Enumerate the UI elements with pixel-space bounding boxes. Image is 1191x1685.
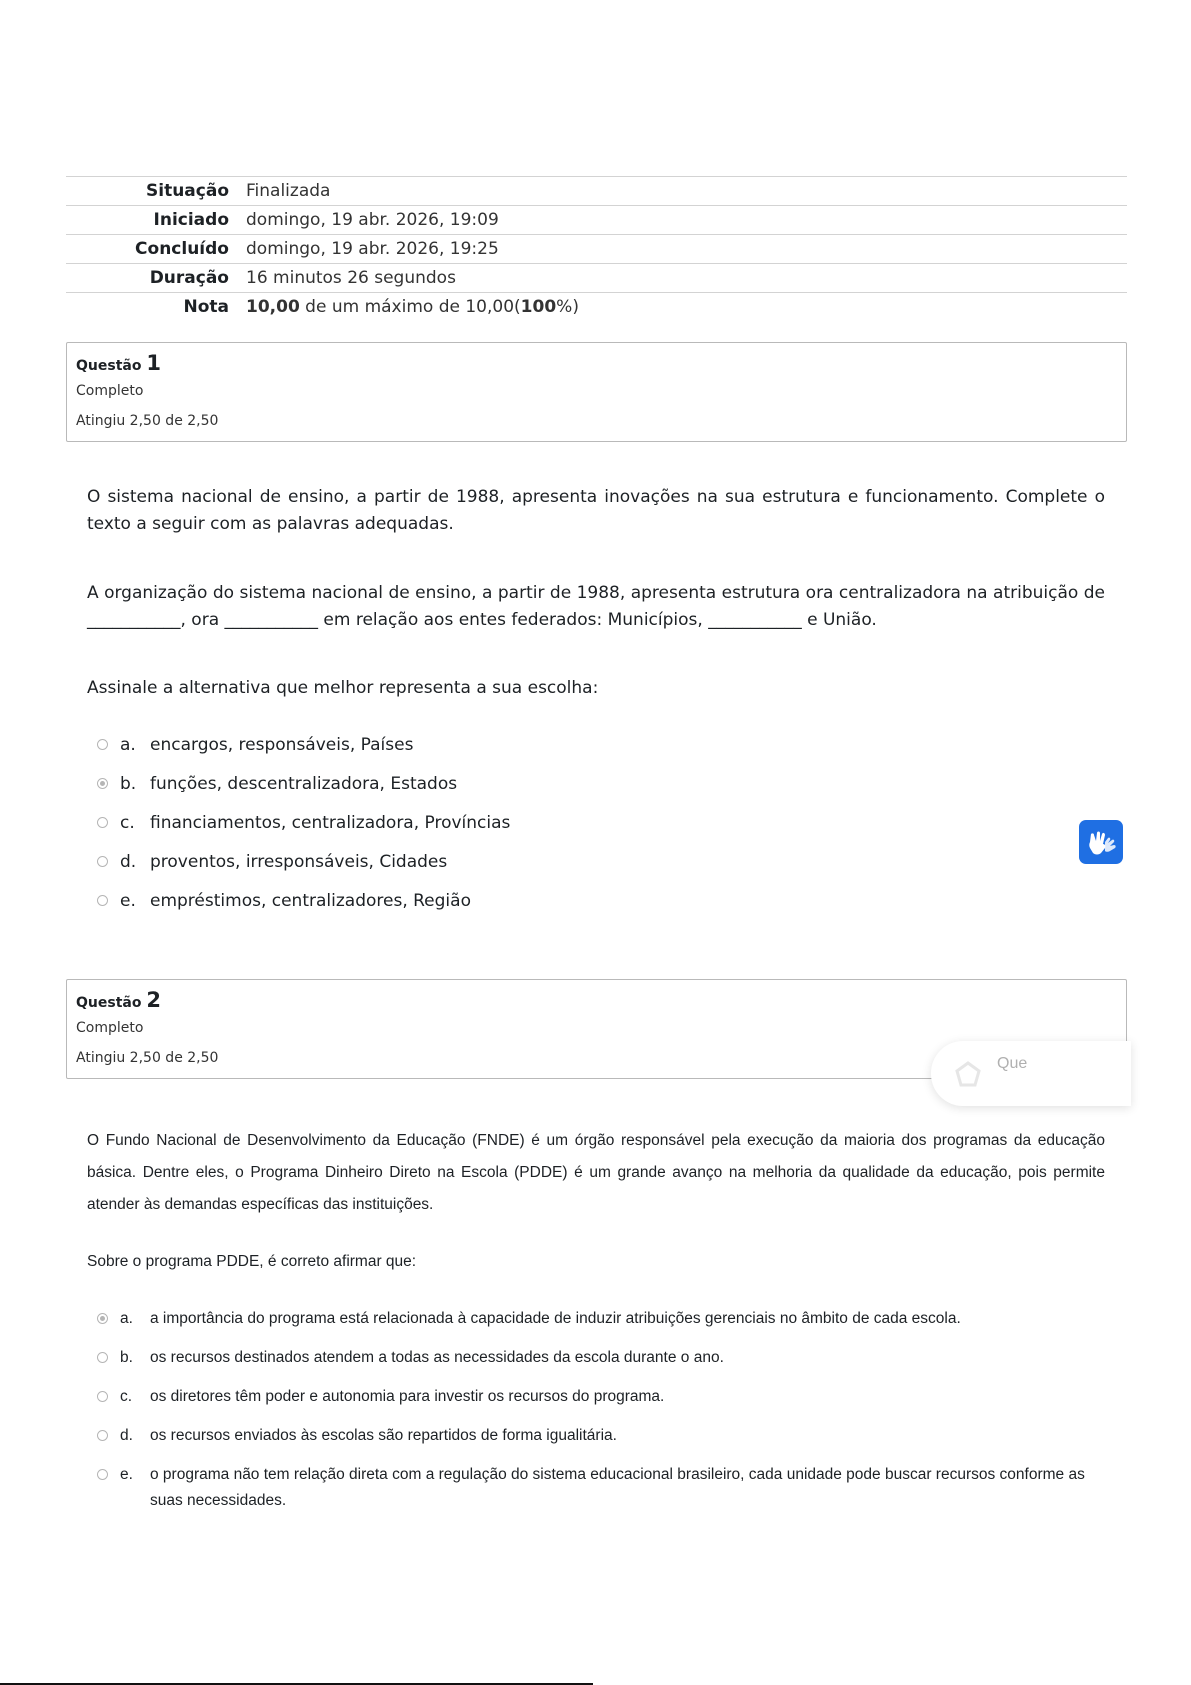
- question-state: Completo: [76, 1020, 144, 1036]
- grade-value: 10,00: [246, 297, 300, 318]
- option-text: os recursos destinados atendem a todas as necessidades da escola durante o ano.: [150, 1349, 724, 1366]
- summary-value: [246, 293, 1127, 322]
- question-2-text-intro: O Fundo Nacional de Desenvolvimento da Educação (FNDE) é um órgão responsável pela execução da maioria dos programas da educação básica. Dentre eles, o Programa Dinheiro Direto na Escola (PDDE) é um grande avanço na melhoria da qualidade da educação, pois permite atender às demandas específicas das instituições.: [87, 1132, 1105, 1213]
- question-1-prompt: Assinale a alternativa que melhor representa a sua escolha:: [87, 678, 599, 698]
- option-letter: c.: [120, 1388, 133, 1405]
- question-state: Completo: [76, 383, 144, 399]
- question-2-prompt: Sobre o programa PDDE, é correto afirmar que:: [87, 1253, 417, 1270]
- radio-icon[interactable]: [97, 1469, 108, 1480]
- option-letter: d.: [120, 1427, 133, 1444]
- option-text: os recursos enviados às escolas são repartidos de forma igualitária.: [150, 1427, 617, 1444]
- assistant-icon: [951, 1057, 985, 1091]
- radio-icon[interactable]: [97, 817, 108, 828]
- summary-label: Iniciado: [153, 210, 229, 230]
- question-number: [76, 351, 161, 375]
- summary-label: Nota: [183, 297, 229, 318]
- option-letter: a.: [120, 735, 136, 755]
- hand-sign-language-icon: [1079, 820, 1123, 864]
- option-text: encargos, responsáveis, Países: [150, 735, 414, 755]
- grade-max: de um máximo de 10,00(: [299, 297, 521, 318]
- summary-row-iniciado: [66, 206, 1127, 235]
- radio-icon[interactable]: [97, 1430, 108, 1441]
- question-1-info: [66, 342, 1127, 442]
- option-text: financiamentos, centralizadora, Províncias: [150, 813, 511, 833]
- radio-icon[interactable]: [97, 856, 108, 867]
- option-text: o programa não tem relação direta com a regulação do sistema educacional brasileiro, cada unidade pode buscar recursos conforme as suas necessidades.: [150, 1466, 1085, 1509]
- radio-icon[interactable]: [97, 1313, 108, 1324]
- summary-label: Duração: [149, 268, 229, 288]
- summary-label: Situação: [146, 181, 229, 201]
- sign-language-widget-button[interactable]: [1079, 820, 1123, 864]
- option-letter: a.: [120, 1310, 133, 1327]
- grade-percent: 100: [520, 297, 557, 318]
- question-label: Questão: [76, 995, 142, 1011]
- option-text: funções, descentralizadora, Estados: [150, 774, 458, 794]
- question-1-text-intro: O sistema nacional de ensino, a partir de 1988, apresenta inovações na sua estrutura e funcionamento. Complete o texto a seguir com as palavras adequadas.: [87, 487, 1105, 534]
- summary-value: domingo, 19 abr. 2026, 19:25: [246, 239, 499, 259]
- question-label: Questão: [76, 358, 142, 374]
- option-letter: b.: [120, 774, 137, 794]
- summary-value: domingo, 19 abr. 2026, 19:09: [246, 210, 499, 230]
- option-letter: d.: [120, 852, 137, 872]
- option-letter: e.: [120, 891, 136, 911]
- summary-row-situacao: [66, 177, 1127, 206]
- question-grade: Atingiu 2,50 de 2,50: [76, 1050, 219, 1066]
- option-letter: c.: [120, 813, 135, 833]
- summary-value: 16 minutos 26 segundos: [246, 268, 456, 288]
- question-number-value: 2: [146, 988, 161, 1012]
- attempt-summary: [66, 176, 1127, 322]
- option-text: proventos, irresponsáveis, Cidades: [150, 852, 448, 872]
- question-grade: Atingiu 2,50 de 2,50: [76, 413, 219, 429]
- summary-row-concluido: [66, 235, 1127, 264]
- radio-icon[interactable]: [97, 1391, 108, 1402]
- floating-button-label: Que: [997, 1055, 1028, 1072]
- question-1-text-body: A organização do sistema nacional de ensino, a partir de 1988, apresenta estrutura ora centralizadora na atribuição de ___________, ora ___________ em relação aos entes federados: Municípios, ___________ e União.: [87, 583, 1105, 630]
- radio-icon[interactable]: [97, 895, 108, 906]
- question-number-value: 1: [146, 351, 161, 375]
- option-text: empréstimos, centralizadores, Região: [150, 891, 471, 911]
- question-number: [76, 988, 161, 1012]
- radio-icon[interactable]: [97, 778, 108, 789]
- summary-row-duracao: [66, 264, 1127, 293]
- option-text: os diretores têm poder e autonomia para investir os recursos do programa.: [150, 1388, 665, 1405]
- radio-icon[interactable]: [97, 1352, 108, 1363]
- floating-help-button[interactable]: [931, 1041, 1131, 1106]
- summary-label: Concluído: [135, 239, 229, 259]
- radio-icon[interactable]: [97, 739, 108, 750]
- summary-row-nota: [66, 293, 1127, 322]
- option-letter: b.: [120, 1349, 133, 1366]
- grade-end: %): [556, 297, 579, 318]
- summary-value: Finalizada: [246, 181, 331, 201]
- option-text: a importância do programa está relacionada à capacidade de induzir atribuições gerenciais no âmbito de cada escola.: [150, 1310, 961, 1327]
- option-letter: e.: [120, 1466, 133, 1483]
